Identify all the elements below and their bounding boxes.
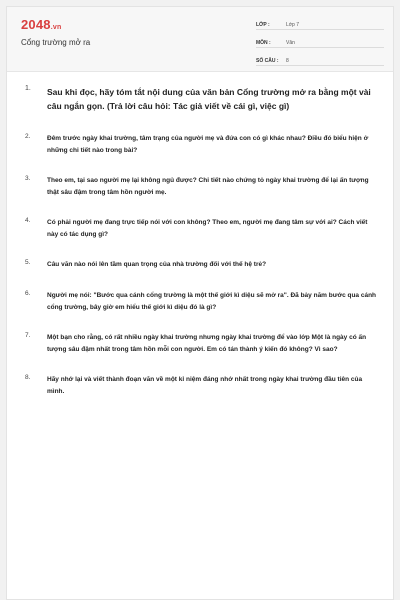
meta-label: SỐ CÂU : (256, 58, 279, 64)
question-number: 7. (25, 332, 31, 339)
question-item (25, 259, 377, 271)
question-text: Đêm trước ngày khai trường, tâm trạng của người mẹ và đứa con có gì khác nhau? Điều đó biểu hiện ở những chi tiết nào trong bài? (47, 135, 369, 154)
question-item (25, 133, 377, 157)
question-item (25, 290, 377, 314)
question-text: Người mẹ nói: "Bước qua cánh cổng trường là một thế giới kì diệu sẽ mở ra". Đã bảy năm bước qua cánh cổng trường, bây giờ em hiểu thế giới kì diệu đó là gì? (47, 292, 377, 311)
question-number: 1. (25, 85, 31, 92)
question-text: Có phải người mẹ đang trực tiếp nói với con không? Theo em, người mẹ đang tâm sự với ai? Cách viết này có tác dụng gì? (47, 219, 368, 238)
question-text: Theo em, tại sao người mẹ lại không ngủ được? Chi tiết nào chứng tỏ ngày khai trường để lại ấn tượng thật sâu đậm trong tâm hồn người mẹ. (47, 177, 369, 196)
question-text: Sau khi đọc, hãy tóm tắt nội dung của văn bản Cổng trường mở ra bằng một vài câu ngắn gọn. (Trả lời câu hỏi: Tác giả viết về cái gì, việc gì) (47, 87, 371, 111)
question-item (25, 175, 377, 199)
meta-value: Lớp 7 (286, 22, 300, 28)
question-number: 8. (25, 374, 31, 381)
worksheet-header (7, 7, 393, 72)
question-number: 2. (25, 133, 31, 140)
question-item (25, 217, 377, 241)
meta-label: LỚP : (256, 22, 270, 28)
meta-value: 8 (286, 58, 289, 64)
question-number: 3. (25, 175, 31, 182)
question-text: Câu văn nào nói lên tầm quan trọng của nhà trường đối với thế hệ trẻ? (47, 261, 267, 268)
question-item (25, 374, 377, 398)
meta-row-class (256, 18, 384, 30)
question-text: Một bạn cho rằng, có rất nhiều ngày khai trường nhưng ngày khai trường để vào lớp Một là ngày có ấn tượng sâu đậm nhất trong tâm hồn mỗi con người. Em có tán thành ý kiến đó không? Vì sao? (47, 334, 367, 353)
meta-value: Văn (286, 40, 295, 46)
meta-row-subject (256, 36, 384, 48)
document-title: Cổng trường mở ra (21, 38, 91, 47)
logo-suffix: .vn (50, 24, 62, 31)
worksheet-page (6, 6, 394, 600)
worksheet-meta (256, 18, 384, 72)
question-list (25, 85, 377, 398)
question-item (25, 85, 377, 113)
question-number: 5. (25, 259, 31, 266)
site-logo[interactable] (21, 18, 61, 35)
question-number: 4. (25, 217, 31, 224)
logo-main: 2048 (21, 17, 51, 32)
question-number: 6. (25, 290, 31, 297)
meta-row-question-count (256, 54, 384, 66)
question-item (25, 332, 377, 356)
meta-label: MÔN : (256, 40, 271, 46)
question-text: Hãy nhớ lại và viết thành đoạn văn về một kỉ niệm đáng nhớ nhất trong ngày khai trường đầu tiên của mình. (47, 376, 363, 395)
